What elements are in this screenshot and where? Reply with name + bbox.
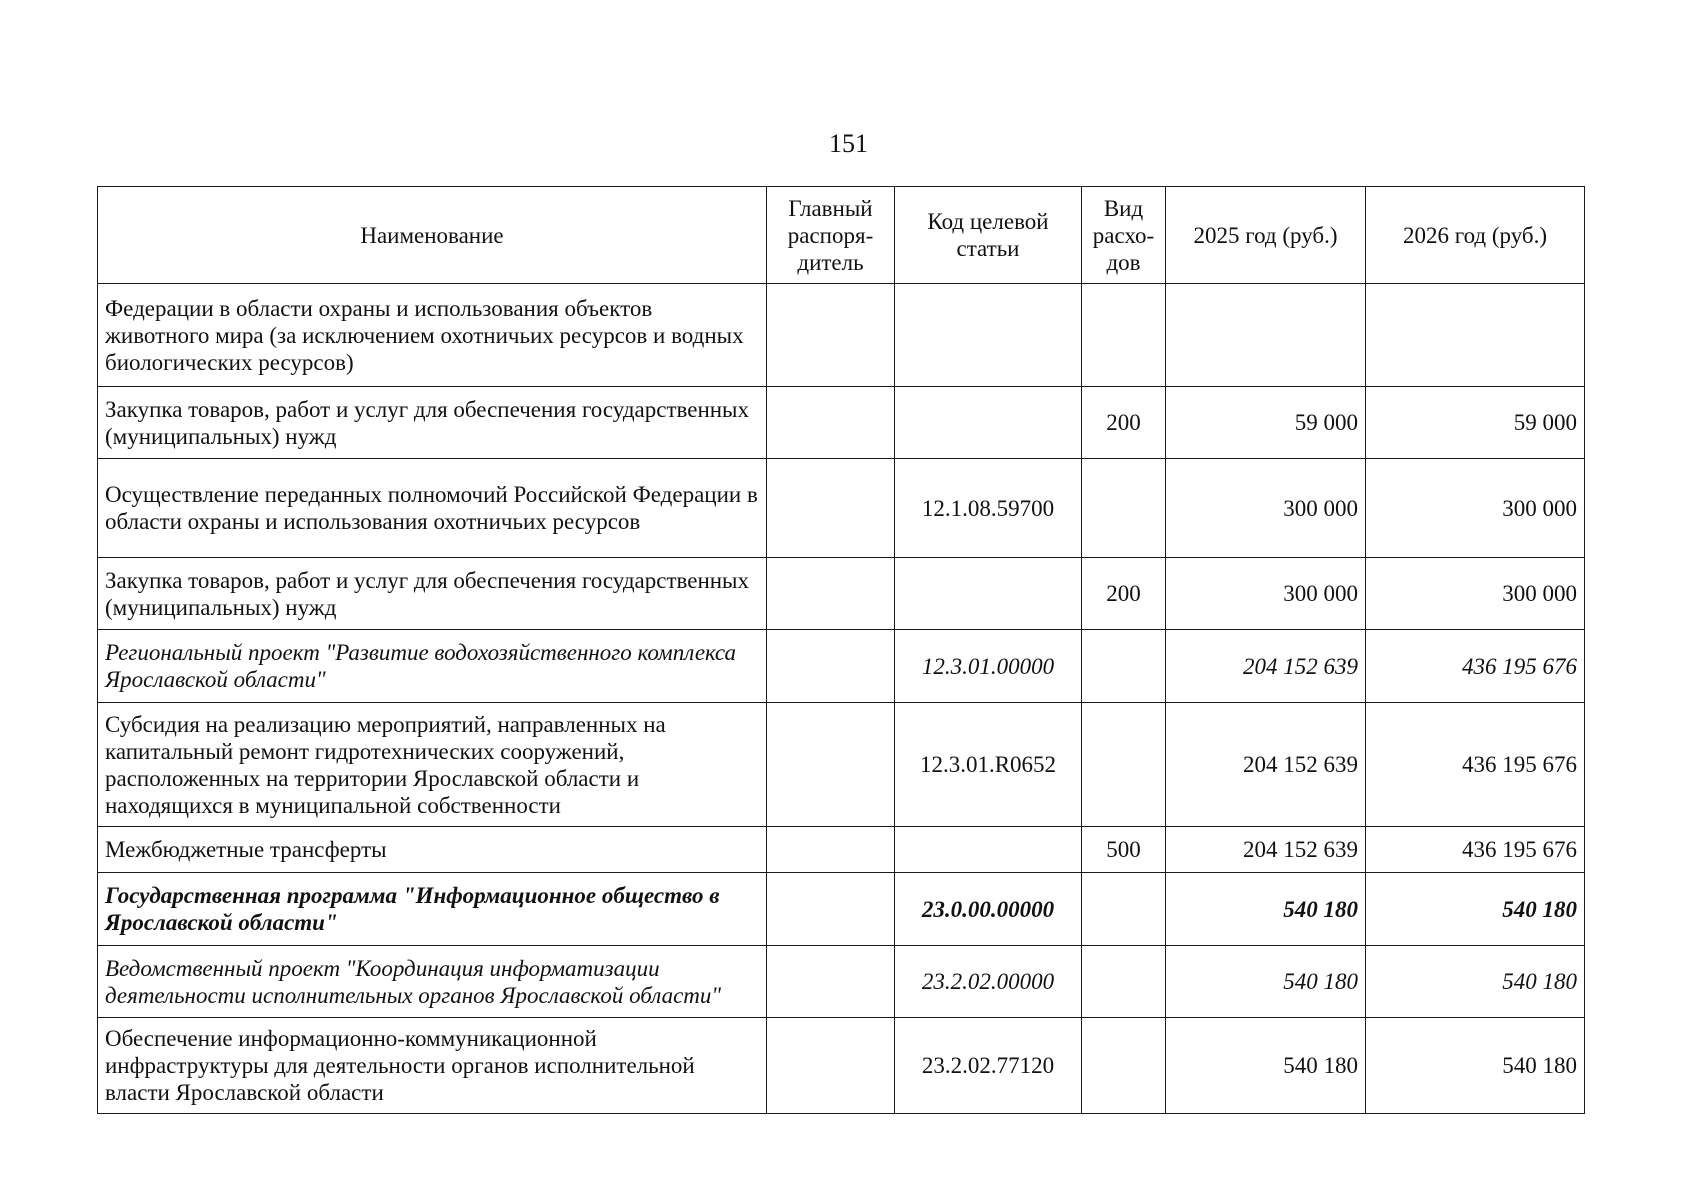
cell-code: [895, 827, 1082, 873]
table-row: [98, 703, 1585, 827]
cell-kind: [1082, 1018, 1166, 1114]
cell-code: 12.1.08.59700: [895, 459, 1082, 558]
cell-2025: 540 180: [1166, 1018, 1366, 1114]
cell-kind: [1082, 873, 1166, 946]
budget-table: [97, 186, 1585, 1114]
cell-kind: [1082, 630, 1166, 703]
cell-code: [895, 558, 1082, 630]
cell-kind: 200: [1082, 558, 1166, 630]
cell-2026: 436 195 676: [1366, 630, 1585, 703]
cell-chief: [767, 873, 895, 946]
cell-name: Осуществление переданных полномочий Российской Федерации в области охраны и использования охотничьих ресурсов: [98, 459, 767, 558]
cell-chief: [767, 946, 895, 1018]
cell-2026: 540 180: [1366, 873, 1585, 946]
cell-name: Межбюджетные трансферты: [98, 827, 767, 873]
cell-2025: 204 152 639: [1166, 630, 1366, 703]
cell-chief: [767, 630, 895, 703]
table-row: [98, 630, 1585, 703]
cell-code: [895, 284, 1082, 387]
cell-chief: [767, 1018, 895, 1114]
cell-2026: 436 195 676: [1366, 827, 1585, 873]
cell-name: Закупка товаров, работ и услуг для обеспечения государственных (муниципальных) нужд: [98, 558, 767, 630]
cell-name: Федерации в области охраны и использования объектов животного мира (за исключением охотничьих ресурсов и водных биологических ресурсов): [98, 284, 767, 387]
cell-2026: 300 000: [1366, 558, 1585, 630]
cell-chief: [767, 827, 895, 873]
table-header-row: [98, 187, 1585, 284]
cell-code: [895, 387, 1082, 459]
cell-2026: 300 000: [1366, 459, 1585, 558]
table-row: [98, 873, 1585, 946]
header-chief: Главный распоря-дитель: [767, 187, 895, 284]
table-row: [98, 284, 1585, 387]
table-row: [98, 459, 1585, 558]
table-row: [98, 1018, 1585, 1114]
cell-2026: 540 180: [1366, 946, 1585, 1018]
cell-chief: [767, 558, 895, 630]
cell-2025: 204 152 639: [1166, 703, 1366, 827]
cell-chief: [767, 703, 895, 827]
cell-code: 23.2.02.00000: [895, 946, 1082, 1018]
cell-name: Государственная программа "Информационное общество в Ярославской области": [98, 873, 767, 946]
cell-code: 12.3.01.R0652: [895, 703, 1082, 827]
cell-2025: [1166, 284, 1366, 387]
cell-kind: [1082, 946, 1166, 1018]
cell-kind: [1082, 284, 1166, 387]
cell-2025: 540 180: [1166, 873, 1366, 946]
cell-2026: 59 000: [1366, 387, 1585, 459]
cell-kind: [1082, 703, 1166, 827]
cell-code: 12.3.01.00000: [895, 630, 1082, 703]
header-code: Код целевой статьи: [895, 187, 1082, 284]
cell-kind: [1082, 459, 1166, 558]
cell-code: 23.0.00.00000: [895, 873, 1082, 946]
header-name: Наименование: [98, 187, 767, 284]
cell-chief: [767, 284, 895, 387]
page-number: 151: [829, 129, 868, 158]
cell-2025: 204 152 639: [1166, 827, 1366, 873]
cell-2025: 300 000: [1166, 459, 1366, 558]
header-kind: Вид расхо-дов: [1082, 187, 1166, 284]
table-row: [98, 558, 1585, 630]
cell-name: Обеспечение информационно-коммуникационной инфраструктуры для деятельности органов исполнительной власти Ярославской области: [98, 1018, 767, 1114]
header-2025: 2025 год (руб.): [1166, 187, 1366, 284]
cell-chief: [767, 459, 895, 558]
table-row: [98, 946, 1585, 1018]
cell-name: Ведомственный проект "Координация информатизации деятельности исполнительных органов Ярославской области": [98, 946, 767, 1018]
cell-chief: [767, 387, 895, 459]
cell-2026: 436 195 676: [1366, 703, 1585, 827]
table-row: [98, 827, 1585, 873]
table-row: [98, 387, 1585, 459]
header-2026: 2026 год (руб.): [1366, 187, 1585, 284]
cell-code: 23.2.02.77120: [895, 1018, 1082, 1114]
cell-2025: 540 180: [1166, 946, 1366, 1018]
cell-name: Закупка товаров, работ и услуг для обеспечения государственных (муниципальных) нужд: [98, 387, 767, 459]
cell-kind: 500: [1082, 827, 1166, 873]
cell-2026: 540 180: [1366, 1018, 1585, 1114]
cell-2025: 300 000: [1166, 558, 1366, 630]
cell-kind: 200: [1082, 387, 1166, 459]
cell-name: Региональный проект "Развитие водохозяйственного комплекса Ярославской области": [98, 630, 767, 703]
cell-2026: [1366, 284, 1585, 387]
cell-2025: 59 000: [1166, 387, 1366, 459]
cell-name: Субсидия на реализацию мероприятий, направленных на капитальный ремонт гидротехнических сооружений, расположенных на территории Ярославской области и находящихся в муниципальной собственности: [98, 703, 767, 827]
